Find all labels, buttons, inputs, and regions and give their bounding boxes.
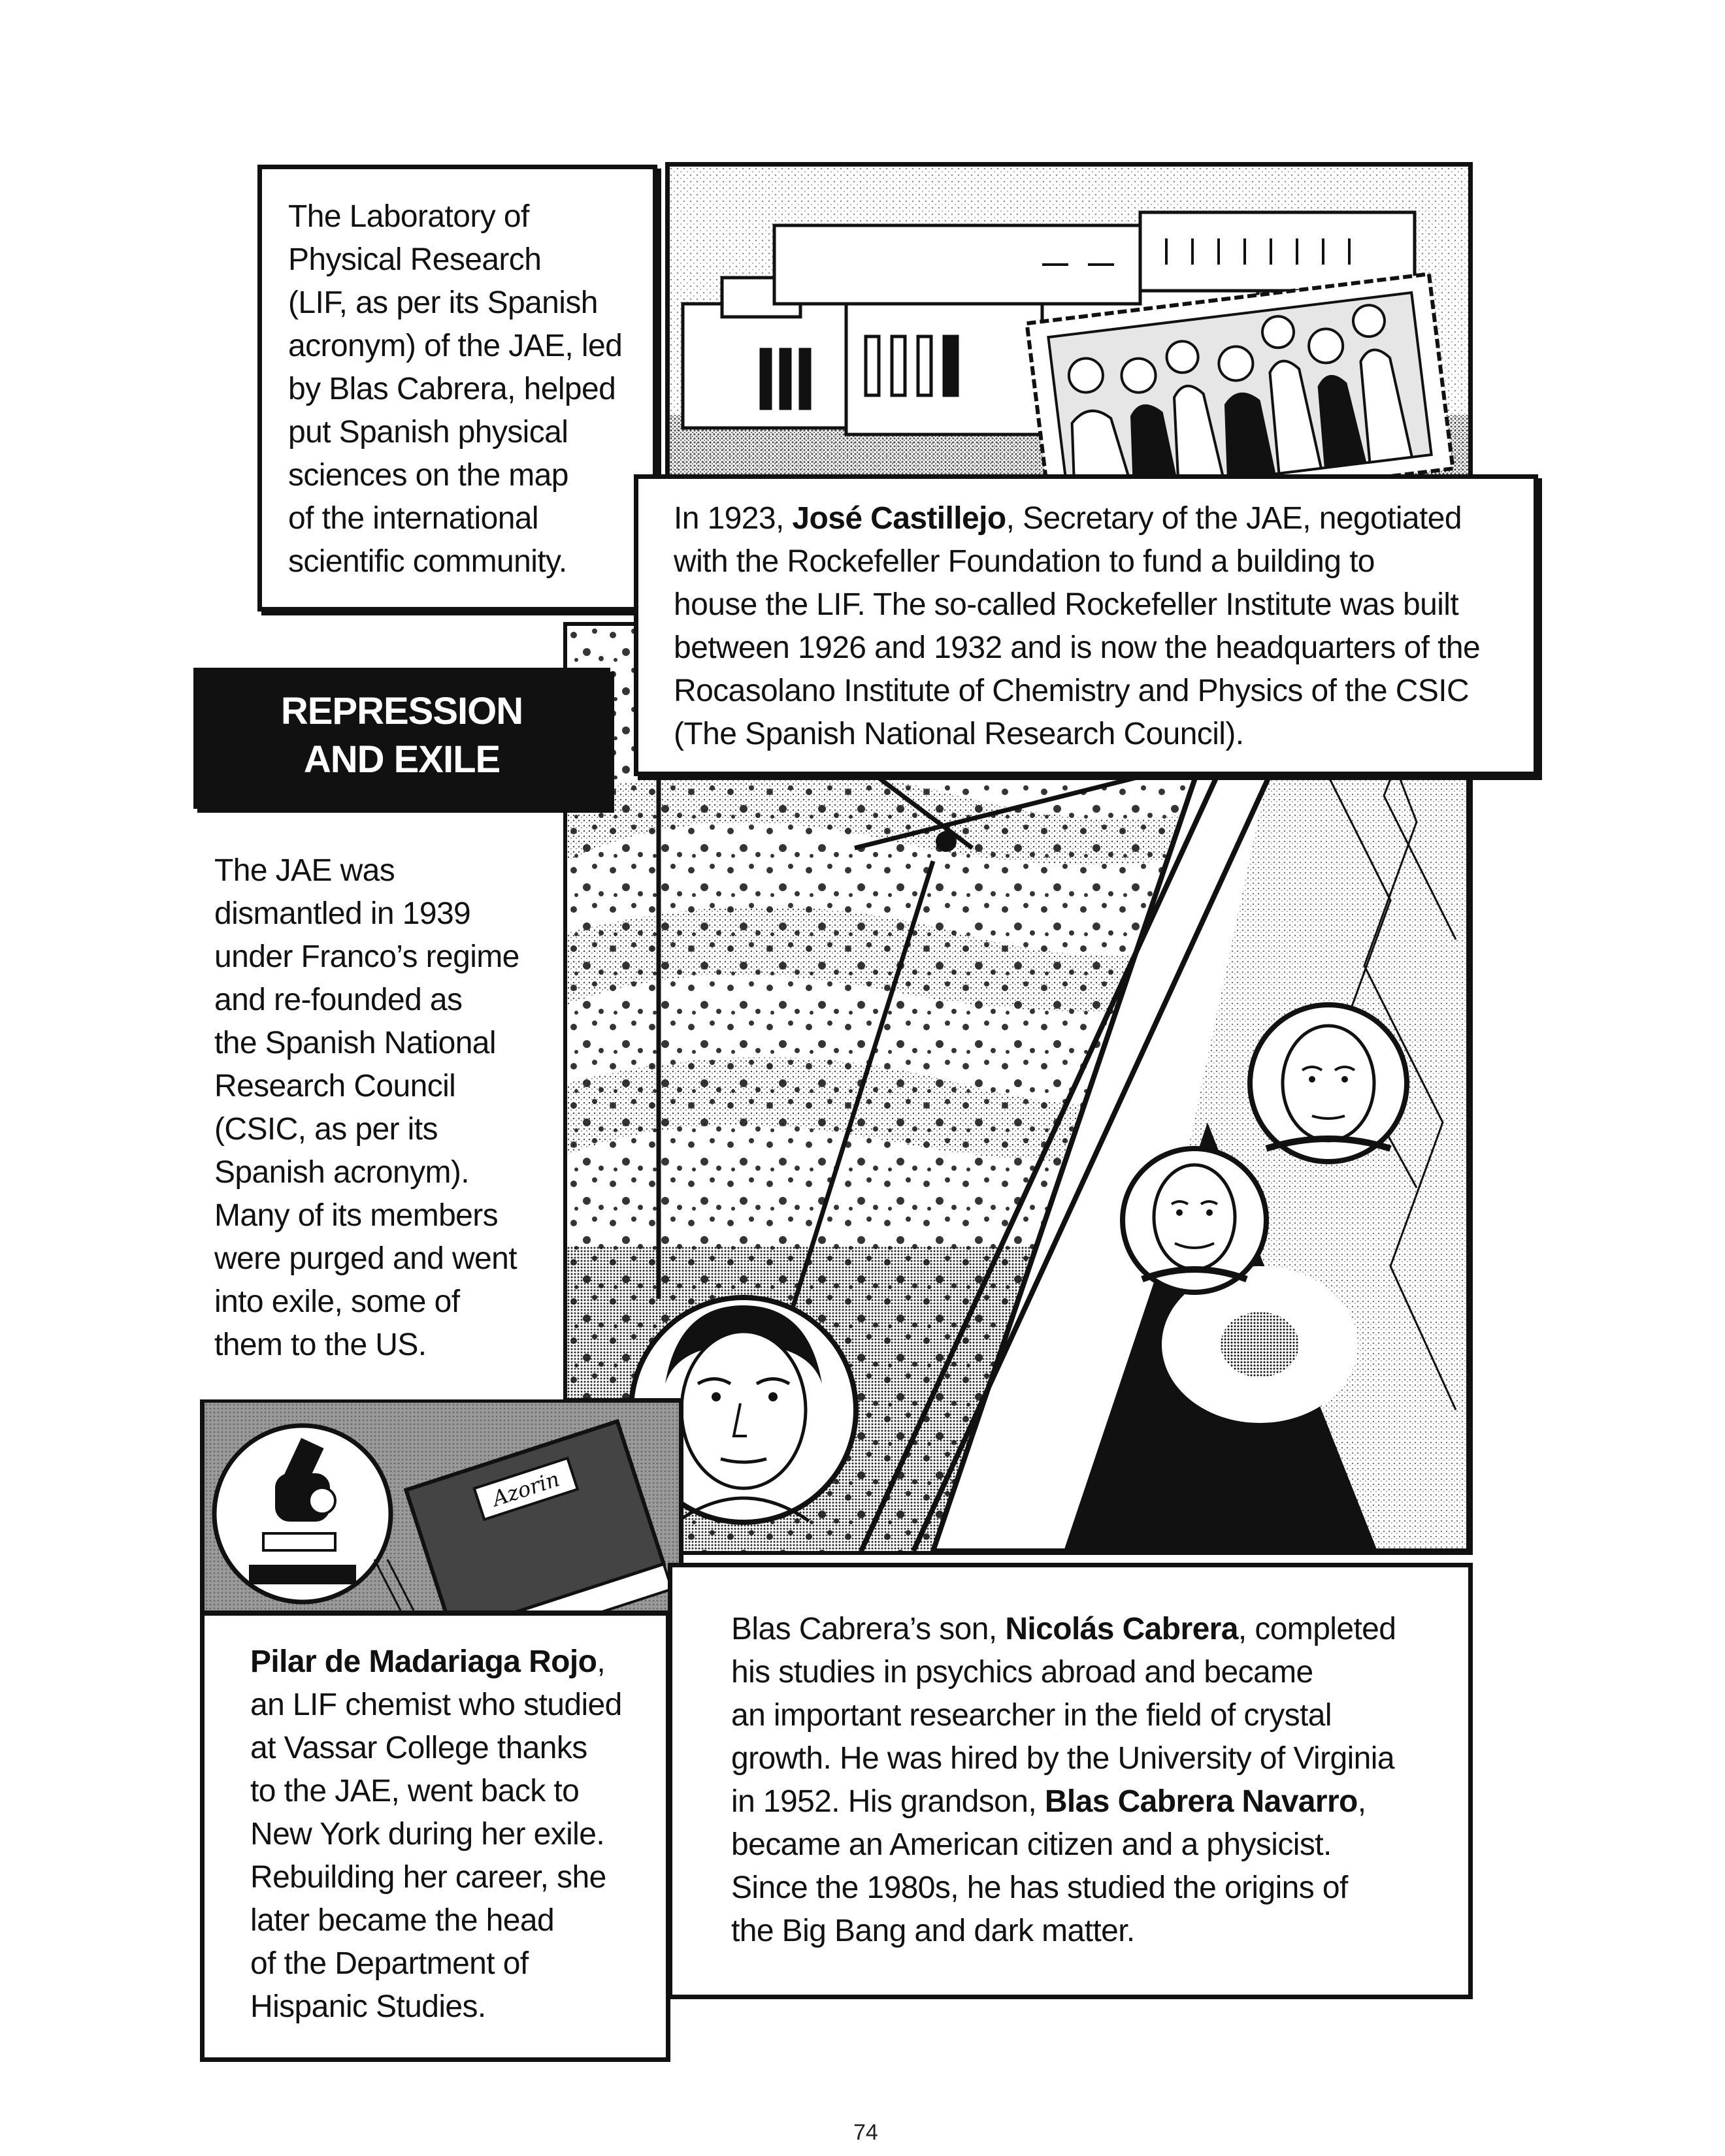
portrait-blas-cabrera <box>1250 1005 1407 1162</box>
caption-pilar <box>200 1611 670 2062</box>
name-blas-cabrera-navarro: Blas Cabrera Navarro <box>1044 1784 1358 1819</box>
name-pilar-de-madariaga: Pilar de Madariaga Rojo <box>250 1644 597 1679</box>
page-number: 74 <box>853 2120 878 2145</box>
rockefeller-building-panel <box>665 162 1473 482</box>
caption-lif <box>257 165 657 612</box>
name-jose-castillejo: José Castillejo <box>792 501 1006 536</box>
building-illustration <box>670 167 1468 478</box>
caption-nicolas-text: Blas Cabrera’s son, Nicolás Cabrera, completed his studies in psychics abroad and became an important researcher in the field of crystal growth. He was hired by the University of Virginia in 1952. His grandson, Blas Cabrera Navarro, became an American citizen and a physicist. Since the 1980s, he has studied the origins of the Big Bang and dark matter. <box>731 1612 1396 1948</box>
caption-pilar-text: Pilar de Madariaga Rojo, an LIF chemist who studied at Vassar College thanks to the JAE, went back to New York during her exile. Rebuilding her career, she later became the head of the Department of Hispanic Studies. <box>250 1644 622 2024</box>
caption-jae <box>193 825 563 1399</box>
name-nicolas-cabrera: Nicolás Cabrera <box>1005 1612 1238 1646</box>
caption-lif-text: The Laboratory of Physical Research (LIF, as per its Spanish acronym) of the JAE, led by Blas Cabrera, helped put Spanish physical sciences on the map of the international scientific community. <box>288 199 623 579</box>
caption-jae-text: The JAE was dismantled in 1939 under Franco’s regime and re-founded as the Spanish National Research Council (CSIC, as per its Spanish acronym). Many of its members were purged and went into exile, some of them to the US. <box>214 853 519 1362</box>
section-heading: REPRESSION AND EXILE <box>193 668 610 809</box>
book-label: Azorin <box>489 1466 563 1512</box>
caption-castillejo-text: In 1923, José Castillejo, Secretary of the JAE, negotiated with the Rockefeller Foundation to fund a building to house the LIF. The so-called Rockefeller Institute was built between 1926 and 1932 and is now the headquarters of the Rocasolano Institute of Chemistry and Physics of the CSIC (The Spanish National Research Council). <box>674 501 1481 751</box>
microscope-books-panel <box>200 1398 683 1615</box>
caption-nicolas <box>668 1563 1473 1999</box>
caption-castillejo <box>634 474 1538 776</box>
portrait-nicolas-cabrera <box>1123 1149 1266 1292</box>
microscope-illustration <box>205 1403 679 1610</box>
